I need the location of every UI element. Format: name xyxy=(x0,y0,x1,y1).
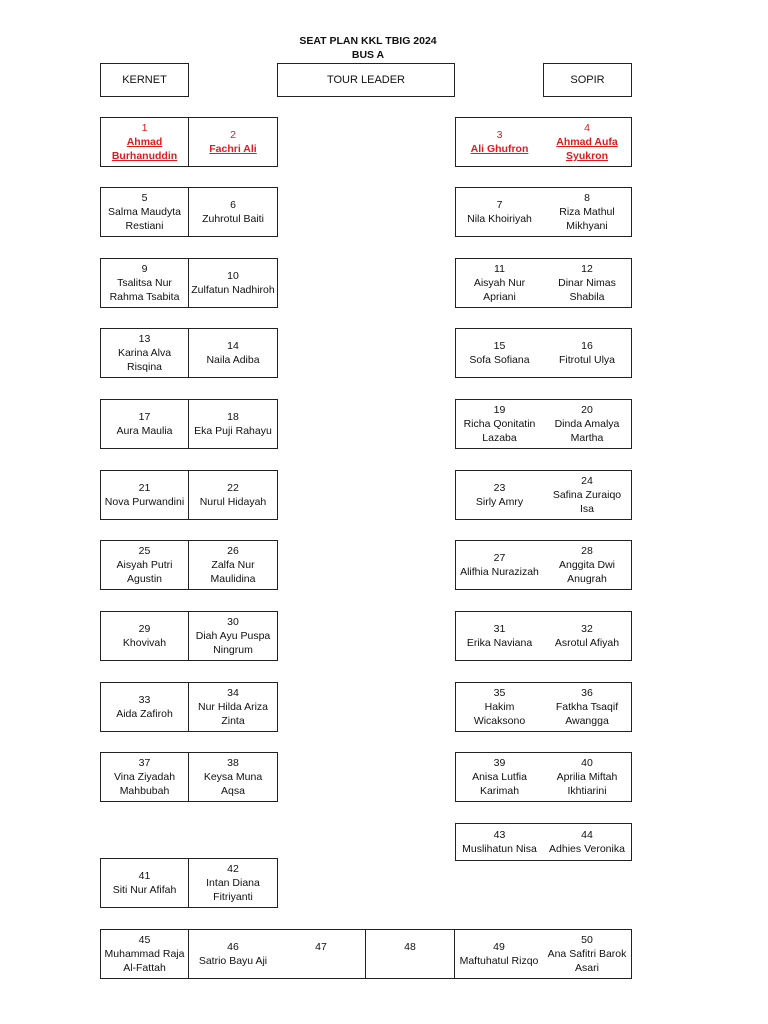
passenger-name: Aisyah Putri Agustin xyxy=(116,559,173,585)
seat-31 xyxy=(455,611,544,661)
seat-number: 6 xyxy=(230,199,236,211)
passenger-name: Aisyah Nur Apriani xyxy=(473,277,526,303)
seat-number: 28 xyxy=(581,545,593,557)
seat-number: 33 xyxy=(138,694,151,706)
seat-number: 31 xyxy=(493,623,506,635)
seat-14 xyxy=(189,328,278,378)
tour-leader-box: TOUR LEADER xyxy=(277,63,455,97)
seat-number: 29 xyxy=(138,623,151,635)
seat-number: 9 xyxy=(141,263,148,275)
passenger-name: Asrotul Afiyah xyxy=(554,637,620,649)
seat-49 xyxy=(455,929,544,979)
seat-number: 38 xyxy=(227,757,239,769)
passenger-name: Nur Hilda Ariza Zinta xyxy=(197,701,269,727)
seat-7 xyxy=(455,187,544,237)
seat-38 xyxy=(189,752,278,802)
seat-number: 42 xyxy=(227,863,239,875)
seat-11 xyxy=(455,258,544,308)
seat-34 xyxy=(189,682,278,732)
seat-number: 39 xyxy=(493,757,506,769)
seat-number: 4 xyxy=(584,122,590,134)
seat-30 xyxy=(189,611,278,661)
seat-number: 24 xyxy=(581,475,593,487)
seat-46 xyxy=(189,929,278,979)
seat-40 xyxy=(543,752,632,802)
passenger-name: Alifhia Nurazizah xyxy=(460,566,539,578)
seat-37 xyxy=(100,752,189,802)
seat-20 xyxy=(543,399,632,449)
seat-17 xyxy=(100,399,189,449)
seat-5 xyxy=(100,187,189,237)
passenger-name: Ana Safitri Barok Asari xyxy=(547,948,627,974)
page-subtitle: BUS A xyxy=(351,49,385,61)
passenger-name: Fitrotul Ulya xyxy=(558,354,615,366)
seat-number: 17 xyxy=(138,411,151,423)
passenger-name: Ahmad Aufa Syukron xyxy=(556,136,618,162)
seat-number: 45 xyxy=(138,934,151,946)
seat-number: 46 xyxy=(227,941,239,953)
seat-21 xyxy=(100,470,189,520)
passenger-name: Karina Alva Risqina xyxy=(117,347,172,373)
seat-26 xyxy=(189,540,278,590)
seat-number: 32 xyxy=(581,623,593,635)
passenger-name: Richa Qonitatin Lazaba xyxy=(463,418,536,444)
passenger-name: Fachri Ali xyxy=(209,143,257,155)
seat-3 xyxy=(455,117,544,167)
seat-number: 18 xyxy=(227,411,239,423)
seat-43 xyxy=(455,823,544,861)
passenger-name: Tsalitsa Nur Rahma Tsabita xyxy=(109,277,180,303)
passenger-name: Aida Zafiroh xyxy=(116,708,173,720)
passenger-name: Riza Mathul Mikhyani xyxy=(559,206,615,232)
seat-48 xyxy=(366,929,455,979)
seat-22 xyxy=(189,470,278,520)
seat-number: 14 xyxy=(227,340,239,352)
seat-23 xyxy=(455,470,544,520)
seat-9 xyxy=(100,258,189,308)
passenger-name: Aprilia Miftah Ikhtiarini xyxy=(556,771,618,797)
passenger-name: Intan Diana Fitriyanti xyxy=(206,877,260,903)
seat-28 xyxy=(543,540,632,590)
seat-18 xyxy=(189,399,278,449)
seat-27 xyxy=(455,540,544,590)
seat-number: 41 xyxy=(138,870,151,882)
seat-41 xyxy=(100,858,189,908)
passenger-name: Sofa Sofiana xyxy=(469,354,530,366)
seat-19 xyxy=(455,399,544,449)
seat-10 xyxy=(189,258,278,308)
seat-number: 19 xyxy=(493,404,506,416)
passenger-name: Diah Ayu Puspa Ningrum xyxy=(195,630,271,656)
seat-number: 47 xyxy=(315,941,327,953)
seat-number: 50 xyxy=(581,934,593,946)
seat-number: 35 xyxy=(493,687,506,699)
seat-29 xyxy=(100,611,189,661)
seat-36 xyxy=(543,682,632,732)
passenger-name: Nila Khoiriyah xyxy=(467,213,532,225)
seat-32 xyxy=(543,611,632,661)
seat-16 xyxy=(543,328,632,378)
passenger-name: Erika Naviana xyxy=(466,637,533,649)
seat-number: 12 xyxy=(581,263,593,275)
passenger-name: Anisa Lutfia Karimah xyxy=(472,771,527,797)
sopir-box: SOPIR xyxy=(543,63,632,97)
seat-4 xyxy=(543,117,632,167)
seat-39 xyxy=(455,752,544,802)
seat-1 xyxy=(100,117,189,167)
seat-24 xyxy=(543,470,632,520)
passenger-name: Vina Ziyadah Mahbubah xyxy=(113,771,176,797)
seat-number: 36 xyxy=(581,687,593,699)
seat-number: 7 xyxy=(496,199,503,211)
seat-13 xyxy=(100,328,189,378)
seat-number: 21 xyxy=(138,482,151,494)
passenger-name: Ali Ghufron xyxy=(470,143,529,155)
passenger-name: Maftuhatul Rizqo xyxy=(459,955,539,967)
seat-number: 30 xyxy=(227,616,239,628)
seat-6 xyxy=(189,187,278,237)
seat-number: 15 xyxy=(493,340,506,352)
seat-number: 43 xyxy=(493,829,506,841)
passenger-name: Hakim Wicaksono xyxy=(473,701,526,727)
seat-number: 11 xyxy=(494,263,505,275)
passenger-name: Muslihatun Nisa xyxy=(462,843,537,855)
seat-number: 40 xyxy=(581,757,593,769)
passenger-name: Adhies Veronika xyxy=(549,843,625,855)
seat-42 xyxy=(189,858,278,908)
seat-number: 3 xyxy=(496,129,503,141)
seat-number: 13 xyxy=(138,333,151,345)
passenger-name: Ahmad Burhanuddin xyxy=(111,136,178,162)
seat-47 xyxy=(277,929,366,979)
kernet-box: KERNET xyxy=(100,63,189,97)
seat-number: 22 xyxy=(227,482,239,494)
seat-44 xyxy=(543,823,632,861)
passenger-name: Sirly Amry xyxy=(475,496,524,508)
passenger-name: Nova Purwandini xyxy=(104,496,185,508)
page-title: SEAT PLAN KKL TBIG 2024 xyxy=(299,35,437,47)
seat-35 xyxy=(455,682,544,732)
passenger-name: Zalfa Nur Maulidina xyxy=(210,559,256,585)
seat-2 xyxy=(189,117,278,167)
passenger-name: Salma Maudyta Restiani xyxy=(108,206,181,232)
passenger-name: Muhammad Raja Al-Fattah xyxy=(104,948,185,974)
passenger-name: Siti Nur Afifah xyxy=(112,884,177,896)
seat-number: 37 xyxy=(138,757,151,769)
passenger-name: Eka Puji Rahayu xyxy=(194,425,272,437)
passenger-name: Keysa Muna Aqsa xyxy=(203,771,263,797)
seat-number: 34 xyxy=(227,687,239,699)
seat-number: 8 xyxy=(584,192,590,204)
passenger-name: Khovivah xyxy=(122,637,167,649)
passenger-name: Naila Adiba xyxy=(206,354,260,366)
seat-15 xyxy=(455,328,544,378)
passenger-name: Safina Zuraiqo Isa xyxy=(552,489,622,515)
seat-number: 16 xyxy=(581,340,593,352)
passenger-name: Zuhrotul Baiti xyxy=(202,213,264,225)
seat-25 xyxy=(100,540,189,590)
seat-number: 10 xyxy=(227,270,239,282)
passenger-name: Satrio Bayu Aji xyxy=(198,955,268,967)
seat-45 xyxy=(100,929,189,979)
seat-number: 1 xyxy=(141,122,148,134)
seat-number: 26 xyxy=(227,545,239,557)
passenger-name: Dinar Nimas Shabila xyxy=(558,277,616,303)
passenger-name: Aura Maulia xyxy=(116,425,173,437)
seat-number: 44 xyxy=(581,829,593,841)
seat-number: 25 xyxy=(138,545,151,557)
seat-number: 5 xyxy=(141,192,148,204)
passenger-name: Nurul Hidayah xyxy=(199,496,267,508)
seat-number: 20 xyxy=(581,404,593,416)
seat-33 xyxy=(100,682,189,732)
seat-number: 2 xyxy=(230,129,236,141)
seat-50 xyxy=(543,929,632,979)
seat-number: 48 xyxy=(404,941,416,953)
seat-12 xyxy=(543,258,632,308)
passenger-name: Zulfatun Nadhiroh xyxy=(191,284,275,296)
seat-number: 23 xyxy=(493,482,506,494)
passenger-name: Dinda Amalya Martha xyxy=(554,418,620,444)
seat-number: 27 xyxy=(493,552,506,564)
passenger-name: Anggita Dwi Anugrah xyxy=(558,559,616,585)
seat-8 xyxy=(543,187,632,237)
seat-number: 49 xyxy=(493,941,505,953)
passenger-name: Fatkha Tsaqif Awangga xyxy=(555,701,619,727)
